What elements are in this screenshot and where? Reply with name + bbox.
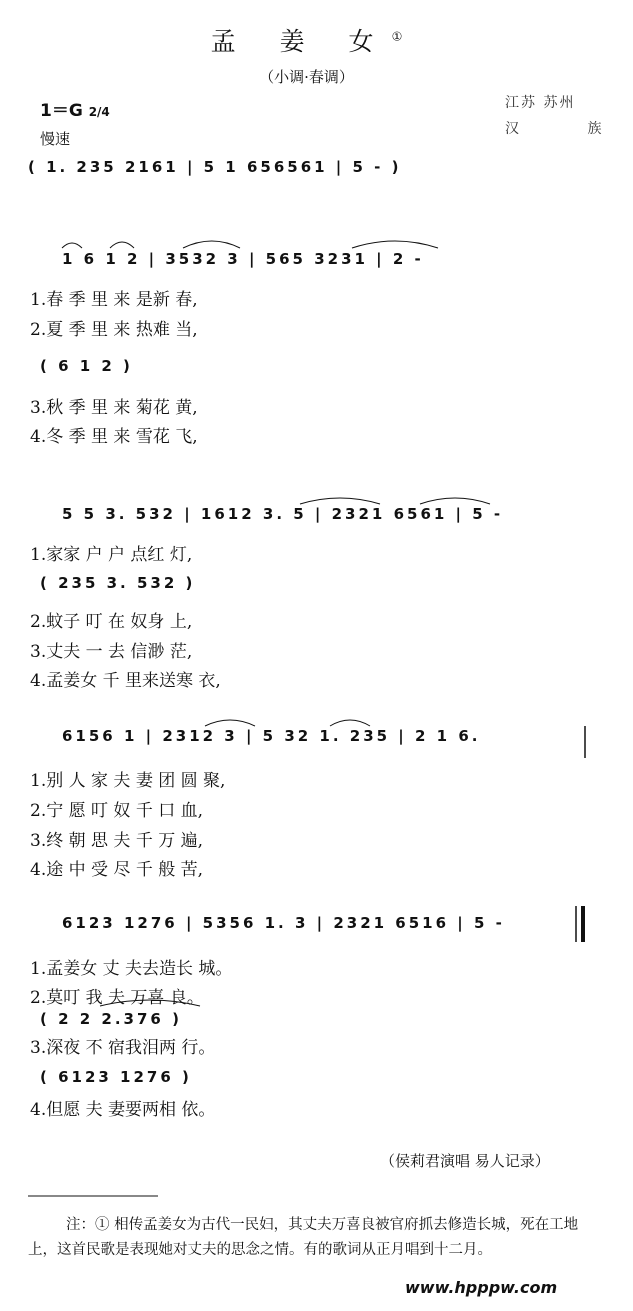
lyric-line: 4.冬 季 里 来 雪花 飞, <box>30 427 198 447</box>
lyric-line: 2.莫叮 我 夫 万喜 良。 <box>30 988 204 1008</box>
lyric-line: 1.春 季 里 来 是新 春, <box>30 290 198 310</box>
system-1-sub-notes: ( 6 1 2 ) <box>40 357 133 375</box>
footnote-mark: ① <box>391 29 403 44</box>
page-subtitle: （小调·春调） <box>259 68 354 86</box>
lyric-line: 1.孟姜女 丈 夫去造长 城。 <box>30 959 233 979</box>
lyric-line: 3.深夜 不 宿我泪两 行。 <box>30 1038 216 1058</box>
lyric-line: 1.家家 户 户 点红 灯, <box>30 545 193 565</box>
intro-notes: ( 1. 235 2161 | 5 1 656561 | 5 - ) <box>28 158 402 176</box>
footnote-text: 注：① 相传孟姜女为古代一民妇，其丈夫万喜良被官府抓去修造长城，死在工地上，这首民歌是表现她对丈夫的思念之情。有的歌词从正月唱到十二月。 <box>28 1217 579 1258</box>
page-title: 孟 姜 女① <box>210 27 403 56</box>
tempo-marking: 慢速 <box>40 130 71 148</box>
lyric-line: 2.夏 季 里 来 热难 当, <box>30 320 198 340</box>
lyric-line: 4.途 中 受 尽 千 般 苦, <box>30 860 204 880</box>
final-barline <box>576 726 585 942</box>
lyric-line: 3.终 朝 思 夫 千 万 遍, <box>30 831 204 851</box>
system-4-notes: 6123 1276 | 5356 1. 3 | 2321 6516 | 5 - <box>62 914 505 932</box>
lyric-line: 2.宁 愿 叮 奴 千 口 血, <box>30 801 204 821</box>
system-2-sub-notes: ( 235 3. 532 ) <box>40 574 196 592</box>
footer-watermark: www.hpppw.com <box>405 1278 558 1297</box>
slur-marks <box>62 241 490 1006</box>
system-2-notes: 5 5 3. 532 | 1612 3. 5 | 2321 6561 | 5 - <box>62 505 504 523</box>
ethnicity-label: 汉 族 <box>505 121 633 137</box>
lyric-line: 3.丈夫 一 去 信渺 茫, <box>30 642 193 662</box>
performer-credit: （侯莉君演唱 易人记录） <box>380 1152 550 1170</box>
time-signature: 2/4 <box>88 105 110 119</box>
lyric-line: 2.蚊子 叮 在 奴身 上, <box>30 612 193 632</box>
system-4-sub-notes: ( 2 2 2.376 ) <box>40 1010 182 1028</box>
region-label: 江苏 苏州 <box>505 95 576 111</box>
system-4-sub-notes: ( 6123 1276 ) <box>40 1068 192 1086</box>
lyric-line: 3.秋 季 里 来 菊花 黄, <box>30 398 198 418</box>
lyric-line: 4.但愿 夫 妻要两相 依。 <box>30 1100 216 1120</box>
system-3-notes: 6156 1 | 2312 3 | 5 32 1. 235 | 2 1 6. <box>62 727 481 745</box>
key-signature: 1＝G 2/4 <box>40 101 110 121</box>
system-1-notes: 1 6 1 2 | 3532 3 | 565 3231 | 2 - <box>62 250 424 268</box>
lyric-line: 1.别 人 家 夫 妻 团 圆 聚, <box>30 771 226 791</box>
lyric-line: 4.孟姜女 千 里来送寒 衣, <box>30 671 221 691</box>
